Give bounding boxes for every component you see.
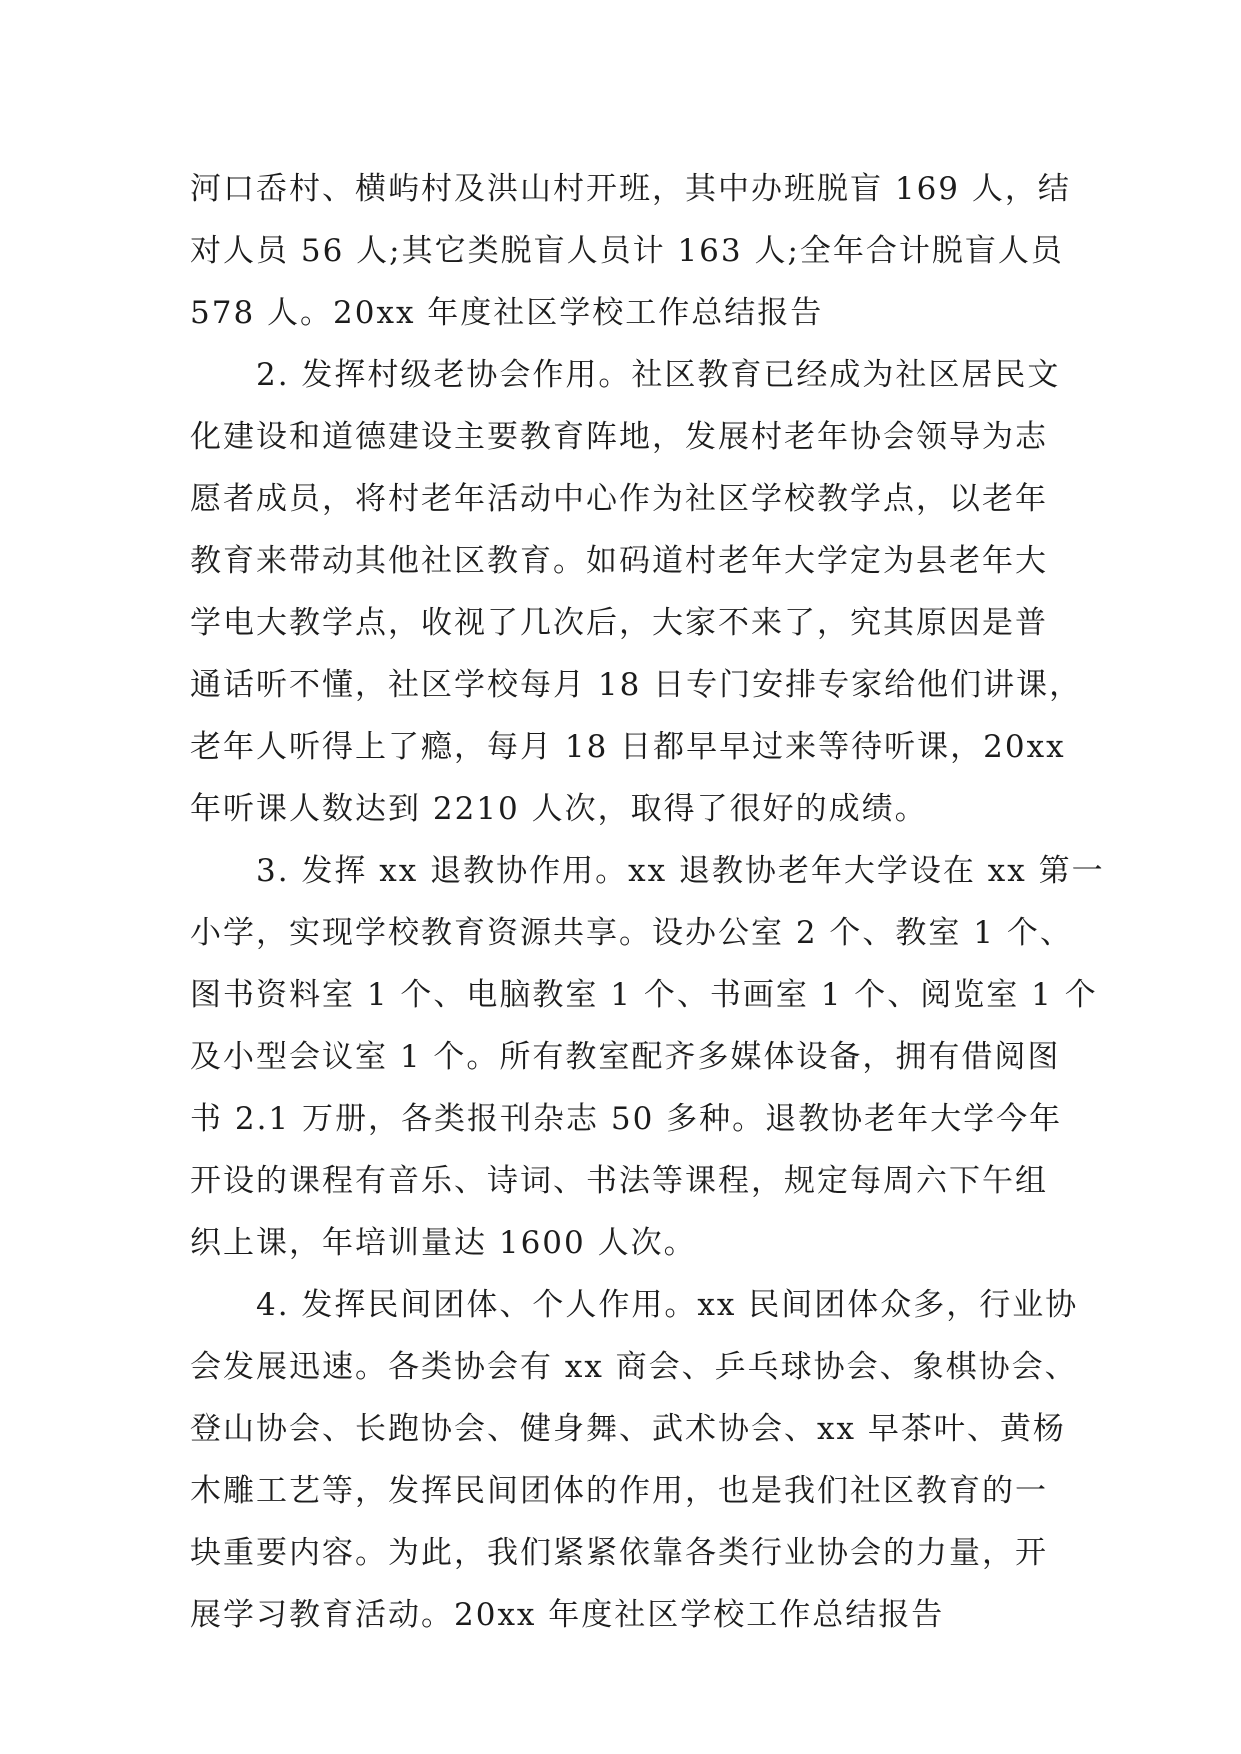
paragraph-2	[190, 344, 1083, 840]
text-line: 及小型会议室 1 个。所有教室配齐多媒体设备，拥有借阅图	[190, 1039, 1061, 1075]
text-line: 化建设和道德建设主要教育阵地，发展村老年协会领导为志	[190, 419, 1048, 455]
text-line: 通话听不懂，社区学校每月 18 日专门安排专家给他们讲课，	[190, 667, 1083, 703]
text-line: 578 人。20xx 年度社区学校工作总结报告	[190, 295, 824, 331]
paragraph-1	[190, 158, 1071, 344]
text-line: 2. 发挥村级老协会作用。社区教育已经成为社区居民文	[256, 357, 1061, 393]
text-line: 织上课，年培训量达 1600 人次。	[190, 1225, 697, 1261]
text-line: 老年人听得上了瘾，每月 18 日都早早过来等待听课，20xx	[190, 729, 1066, 765]
text-line: 书 2.1 万册，各类报刊杂志 50 多种。退教协老年大学今年	[190, 1101, 1063, 1137]
text-line: 展学习教育活动。20xx 年度社区学校工作总结报告	[190, 1597, 945, 1633]
text-line: 对人员 56 人;其它类脱盲人员计 163 人;全年合计脱盲人员	[190, 233, 1064, 269]
text-line: 登山协会、长跑协会、健身舞、武术协会、xx 早茶叶、黄杨	[190, 1411, 1066, 1447]
text-line: 学电大教学点，收视了几次后，大家不来了，究其原因是普	[190, 605, 1048, 641]
text-line: 图书资料室 1 个、电脑教室 1 个、书画室 1 个、阅览室 1 个	[190, 977, 1098, 1013]
text-line: 会发展迅速。各类协会有 xx 商会、乒乓球协会、象棋协会、	[190, 1349, 1078, 1385]
text-line: 河口岙村、横屿村及洪山村开班，其中办班脱盲 169 人，结	[190, 171, 1071, 207]
text-line: 块重要内容。为此，我们紧紧依靠各类行业协会的力量，开	[190, 1535, 1048, 1571]
text-line: 开设的课程有音乐、诗词、书法等课程，规定每周六下午组	[190, 1163, 1048, 1199]
text-line: 3. 发挥 xx 退教协作用。xx 退教协老年大学设在 xx 第一	[256, 853, 1105, 889]
document-body	[190, 158, 1105, 1646]
text-line: 小学，实现学校教育资源共享。设办公室 2 个、教室 1 个、	[190, 915, 1073, 951]
paragraph-3	[190, 840, 1105, 1274]
paragraph-4	[190, 1274, 1079, 1646]
text-line: 木雕工艺等，发挥民间团体的作用，也是我们社区教育的一	[190, 1473, 1048, 1509]
text-line: 4. 发挥民间团体、个人作用。xx 民间团体众多，行业协	[256, 1287, 1079, 1323]
text-line: 教育来带动其他社区教育。如码道村老年大学定为县老年大	[190, 543, 1048, 579]
text-line: 年听课人数达到 2210 人次，取得了很好的成绩。	[190, 791, 928, 827]
text-line: 愿者成员，将村老年活动中心作为社区学校教学点，以老年	[190, 481, 1048, 517]
